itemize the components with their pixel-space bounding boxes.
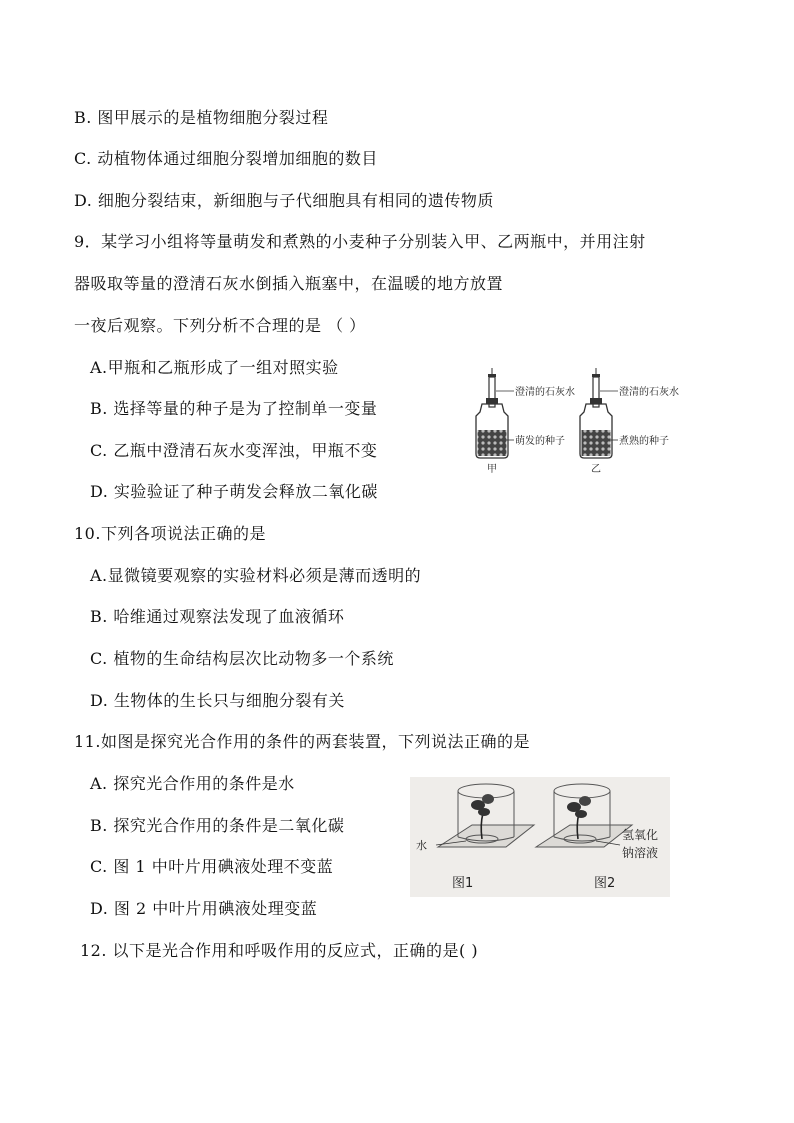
- q9-option-c: C. 乙瓶中澄清石灰水变浑浊，甲瓶不变: [90, 441, 378, 460]
- seed-bottles-drawing: [468, 362, 698, 480]
- label-limewater-jia: 澄清的石灰水: [515, 387, 575, 398]
- bottle-yi: [580, 368, 618, 458]
- q9-stem-line-1: 9．某学习小组将等量萌发和煮熟的小麦种子分别装入甲、乙两瓶中，并用注射: [74, 232, 646, 251]
- q12-stem: 12. 以下是光合作用和呼吸作用的反应式，正确的是( ): [80, 941, 479, 960]
- q10-option-d: D. 生物体的生长只与细胞分裂有关: [90, 691, 345, 710]
- label-naoh-line-2: 钠溶液: [622, 846, 659, 860]
- label-bottle-yi: 乙: [591, 464, 601, 475]
- q11-option-b: B. 探究光合作用的条件是二氧化碳: [90, 816, 345, 835]
- photosynthesis-jars-figure: [410, 777, 670, 897]
- label-seeds-jia: 萌发的种子: [515, 436, 565, 447]
- caption-figure-1: 图1: [452, 876, 474, 891]
- q10-stem: 10.下列各项说法正确的是: [74, 524, 266, 543]
- label-bottle-jia: 甲: [487, 464, 497, 475]
- q10-option-b: B. 哈维通过观察法发现了血液循环: [90, 607, 345, 626]
- label-limewater-yi: 澄清的石灰水: [619, 387, 679, 398]
- q9-stem-line-3: 一夜后观察。下列分析不合理的是 （ ）: [74, 316, 366, 335]
- q10-option-a: A.显微镜要观察的实验材料必须是薄而透明的: [90, 566, 422, 585]
- q9-option-b: B. 选择等量的种子是为了控制单一变量: [90, 399, 378, 418]
- label-naoh-line-1: 氢氧化: [622, 828, 659, 842]
- q8-option-b: B. 图甲展示的是植物细胞分裂过程: [74, 108, 329, 127]
- caption-figure-2: 图2: [594, 876, 616, 891]
- q11-option-c: C. 图 1 中叶片用碘液处理不变蓝: [90, 857, 334, 876]
- q9-stem-line-2: 器吸取等量的澄清石灰水倒插入瓶塞中，在温暖的地方放置: [74, 274, 504, 293]
- jar-figure-1: [436, 784, 534, 847]
- q11-option-d: D. 图 2 中叶片用碘液处理变蓝: [90, 899, 318, 918]
- q11-stem: 11.如图是探究光合作用的条件的两套装置，下列说法正确的是: [74, 732, 530, 751]
- label-water: 水: [416, 839, 427, 852]
- label-seeds-yi: 煮熟的种子: [619, 436, 669, 447]
- q9-option-a: A.甲瓶和乙瓶形成了一组对照实验: [90, 358, 339, 377]
- q8-option-d: D. 细胞分裂结束，新细胞与子代细胞具有相同的遗传物质: [74, 191, 494, 210]
- photosynthesis-jars-drawing: [410, 777, 670, 897]
- jar-figure-2: [536, 784, 632, 847]
- q8-option-c: C. 动植物体通过细胞分裂增加细胞的数目: [74, 149, 378, 168]
- q10-option-c: C. 植物的生命结构层次比动物多一个系统: [90, 649, 394, 668]
- seed-bottles-figure: [468, 362, 698, 480]
- q11-option-a: A. 探究光合作用的条件是水: [90, 774, 295, 793]
- bottle-jia: [476, 368, 514, 458]
- q9-option-d: D. 实验验证了种子萌发会释放二氧化碳: [90, 482, 378, 501]
